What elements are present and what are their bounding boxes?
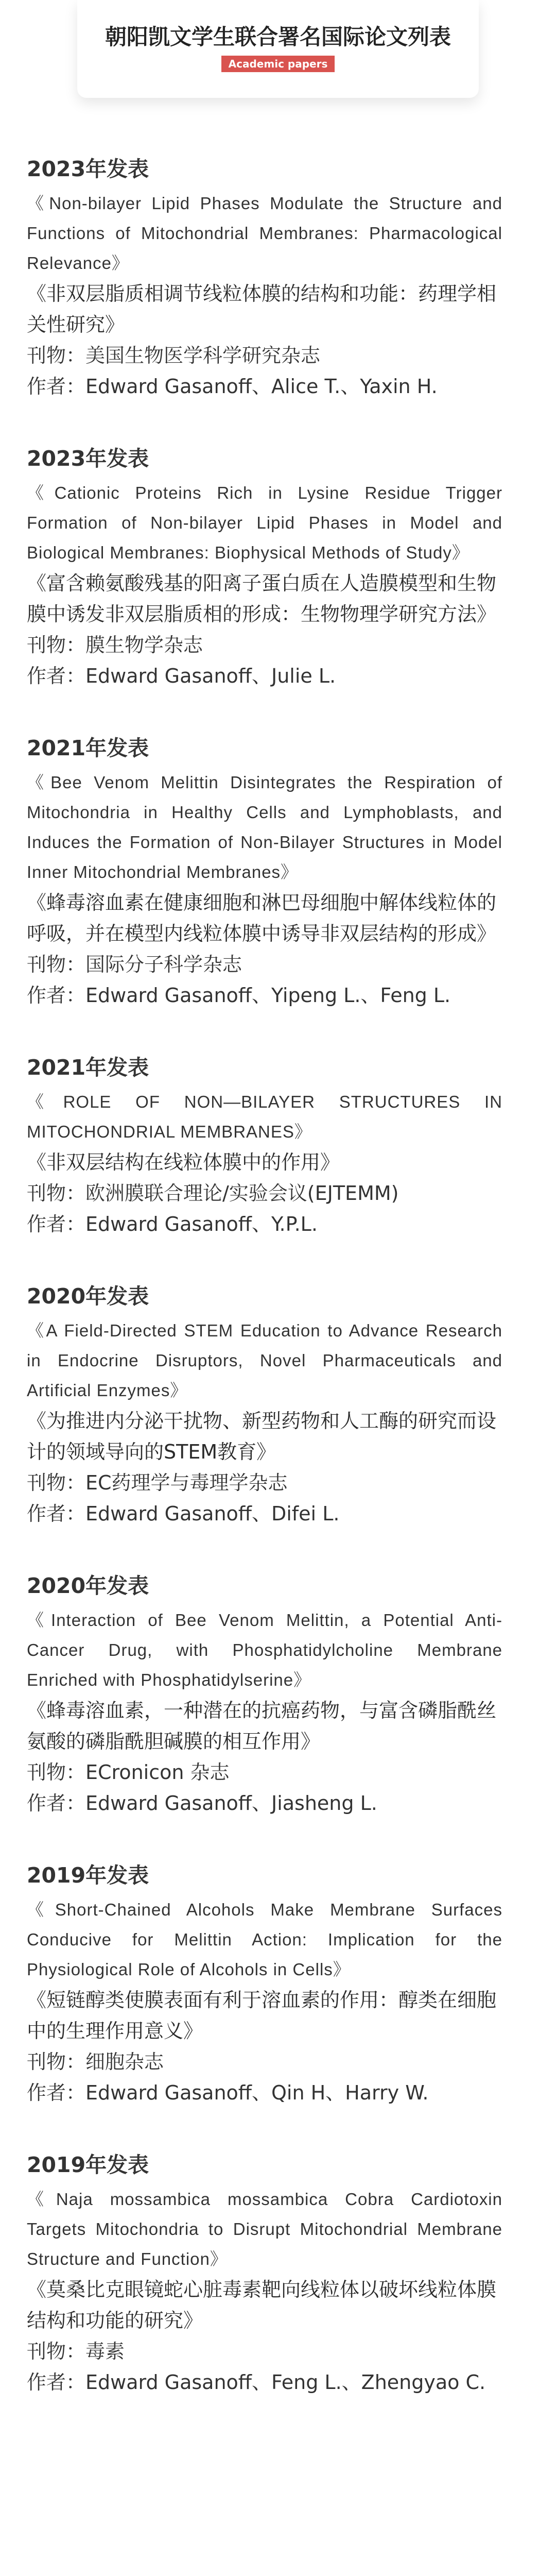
paper-authors: 作者：Edward Gasanoff、Feng L.、Zhengyao C.	[27, 2371, 486, 2394]
paper-title-zh: 《蜂毒溶血素，一种潜在的抗癌药物，与富含磷脂酰丝氨酸的磷脂酰胆碱膜的相互作用》	[27, 1699, 497, 1753]
paper-title-en: 《Cationic Proteins Rich in Lysine Residue Trigger Formation of Non-bilayer Lipid Phases in Model and Biological Membranes: Biophysical Methods of Study》	[27, 483, 502, 562]
paper-journal: 刊物：EC药理学与毒理学杂志	[27, 1471, 288, 1494]
paper-entry	[27, 734, 502, 1011]
paper-year: 2021年发表	[27, 1055, 149, 1080]
paper-title-en: 《Interaction of Bee Venom Melittin, a Potential Anti-Cancer Drug, with Phosphatidylcholine Membrane Enriched with Phosphatidylserine》	[27, 1611, 502, 1689]
paper-title-zh: 《莫桑比克眼镜蛇心脏毒素靶向线粒体以破坏线粒体膜结构和功能的研究》	[27, 2278, 497, 2332]
paper-authors: 作者：Edward Gasanoff、Julie L.	[27, 665, 336, 687]
page-title: 朝阳凯文学生联合署名国际论文列表	[105, 24, 451, 49]
paper-entry	[27, 1571, 502, 1819]
paper-journal: 刊物：欧洲膜联合理论/实验会议(EJTEMM)	[27, 1182, 399, 1205]
paper-title-zh: 《蜂毒溶血素在健康细胞和淋巴母细胞中解体线粒体的呼吸，并在模型内线粒体膜中诱导非双层结构的形成》	[27, 891, 497, 945]
paper-authors: 作者：Edward Gasanoff、Jiasheng L.	[27, 1792, 377, 1815]
paper-year: 2023年发表	[27, 446, 149, 471]
paper-list	[27, 155, 502, 2440]
paper-title-en: 《Bee Venom Melittin Disintegrates the Respiration of Mitochondria in Healthy Cells and Lymphoblasts, and Induces the Formation of Non-Bilayer Structures in Model Inner Mitochondrial Membranes》	[27, 773, 502, 882]
paper-title-zh: 《为推进内分泌干扰物、新型药物和人工酶的研究而设计的领域导向的STEM教育》	[27, 1410, 497, 1463]
paper-title-en: 《Short-Chained Alcohols Make Membrane Surfaces Conducive for Melittin Action: Implication for the Physiological Role of Alcohols in Cells》	[27, 1900, 502, 1979]
paper-journal: 刊物：国际分子科学杂志	[27, 953, 242, 976]
paper-authors: 作者：Edward Gasanoff、Alice T.、Yaxin H.	[27, 375, 438, 398]
paper-authors: 作者：Edward Gasanoff、Yipeng L.、Feng L.	[27, 984, 451, 1007]
paper-journal: 刊物：膜生物学杂志	[27, 634, 203, 656]
academic-papers-tag: Academic papers	[221, 56, 335, 72]
paper-title-zh: 《富含赖氨酸残基的阳离子蛋白质在人造膜模型和生物膜中诱发非双层脂质相的形成：生物物理学研究方法》	[27, 572, 497, 625]
paper-authors: 作者：Edward Gasanoff、Difei L.	[27, 1502, 340, 1525]
paper-title-zh: 《短链醇类使膜表面有利于溶血素的作用：醇类在细胞中的生理作用意义》	[27, 1989, 497, 2042]
paper-journal: 刊物：毒素	[27, 2340, 125, 2363]
paper-title-en: 《Non-bilayer Lipid Phases Modulate the Structure and Functions of Mitochondrial Membranes: Pharmacological Relevance》	[27, 194, 502, 273]
paper-year: 2023年发表	[27, 157, 149, 181]
paper-entry	[27, 1053, 502, 1240]
paper-authors: 作者：Edward Gasanoff、Qin H、Harry W.	[27, 2081, 429, 2104]
paper-year: 2020年发表	[27, 1573, 149, 1598]
paper-journal: 刊物：ECronicon 杂志	[27, 1761, 230, 1784]
paper-entry	[27, 444, 502, 691]
paper-year: 2021年发表	[27, 736, 149, 760]
paper-title-zh: 《非双层结构在线粒体膜中的作用》	[27, 1151, 340, 1174]
paper-year: 2019年发表	[27, 2153, 149, 2177]
paper-entry	[27, 155, 502, 402]
paper-title-en: 《Naja mossambica mossambica Cobra Cardiotoxin Targets Mitochondria to Disrupt Mitochondrial Membrane Structure and Function》	[27, 2190, 502, 2268]
paper-journal: 刊物：细胞杂志	[27, 2050, 164, 2073]
paper-entry	[27, 1861, 502, 2108]
paper-title-en: 《A Field-Directed STEM Education to Advance Research in Endocrine Disruptors, Novel Pharmaceuticals and Artificial Enzymes》	[27, 1321, 502, 1400]
paper-entry	[27, 1282, 502, 1529]
paper-authors: 作者：Edward Gasanoff、Y.P.L.	[27, 1213, 318, 1235]
paper-title-zh: 《非双层脂质相调节线粒体膜的结构和功能：药理学相关性研究》	[27, 282, 497, 336]
paper-title-en: 《ROLE OF NON—BILAYER STRUCTURES IN MITOCHONDRIAL MEMBRANES》	[27, 1092, 502, 1141]
header-card	[77, 0, 479, 98]
paper-entry	[27, 2150, 502, 2398]
paper-year: 2019年发表	[27, 1863, 149, 1888]
paper-journal: 刊物：美国生物医学科学研究杂志	[27, 344, 321, 367]
paper-year: 2020年发表	[27, 1284, 149, 1309]
